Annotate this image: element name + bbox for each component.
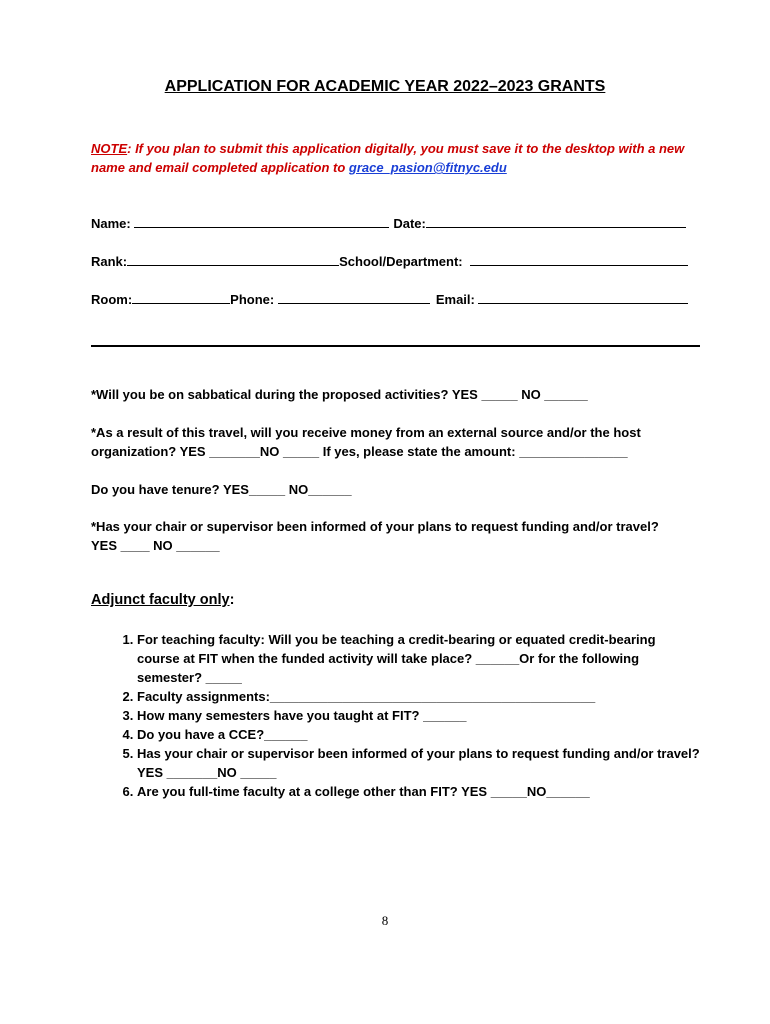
room-phone-email-row [91,289,701,307]
rank-school-row [91,251,701,269]
note-text: : If you plan to submit this application digitally, you must save it to the desktop with a new name and email completed application to [91,141,685,175]
page-number: 8 [381,913,389,928]
external-money-line-2: organization? YES _______NO _____ If yes, please state the amount: _______________ [91,444,628,459]
page-title: APPLICATION FOR ACADEMIC YEAR 2022–2023 GRANTS [164,78,606,95]
external-money-line-1: *As a result of this travel, will you receive money from an external source and/or the host [91,425,641,440]
rank-label: Rank: [91,254,128,269]
sabbatical-question: *Will you be on sabbatical during the proposed activities? YES _____ NO ______ [91,387,588,402]
room-field[interactable] [132,289,230,304]
rank-field[interactable] [127,251,339,266]
date-label: Date: [393,216,426,231]
adjunct-question: 1. For teaching faculty: Will you be teaching a credit-bearing or equated credit-bearing course at FIT when the funded activity will take place? ______Or for the following semester? _____ [137,630,701,687]
submission-note [91,139,711,177]
chair-informed-line-1: *Has your chair or supervisor been informed of your plans to request funding and/or travel? [91,519,659,534]
name-field[interactable] [134,213,389,228]
date-field[interactable] [426,213,686,228]
chair-informed-line-2: YES ____ NO ______ [91,538,220,553]
phone-field[interactable] [278,289,430,304]
adjunct-heading [91,592,234,608]
adjunct-question: 6. Are you full-time faculty at a college other than FIT? YES _____NO______ [137,782,701,801]
adjunct-question: 3. How many semesters have you taught at FIT? ______ [137,706,701,725]
section-divider [91,345,700,347]
adjunct-heading-text: Adjunct faculty only [91,592,230,608]
tenure-question: Do you have tenure? YES_____ NO______ [91,482,352,497]
school-department-field[interactable] [470,251,688,266]
chair-informed-question [91,517,711,555]
adjunct-question: 5. Has your chair or supervisor been informed of your plans to request funding and/or travel? YES _______NO _____ [137,744,701,782]
adjunct-question: 4. Do you have a CCE?______ [137,725,701,744]
adjunct-heading-colon: : [229,592,235,608]
note-label: NOTE [91,141,128,156]
email-field[interactable] [478,289,688,304]
phone-label: Phone: [230,292,278,307]
email-label: Email: [435,292,479,307]
submission-email-link[interactable]: grace_pasion@fitnyc.edu [348,160,507,175]
school-label: School/Department: [339,254,467,269]
external-money-question [91,423,711,461]
name-label: Name: [91,216,135,231]
adjunct-question-list [91,630,701,801]
room-label: Room: [91,292,133,307]
name-date-row [91,213,701,231]
adjunct-question: 2. Faculty assignments:_____________________________________________ [137,687,701,706]
